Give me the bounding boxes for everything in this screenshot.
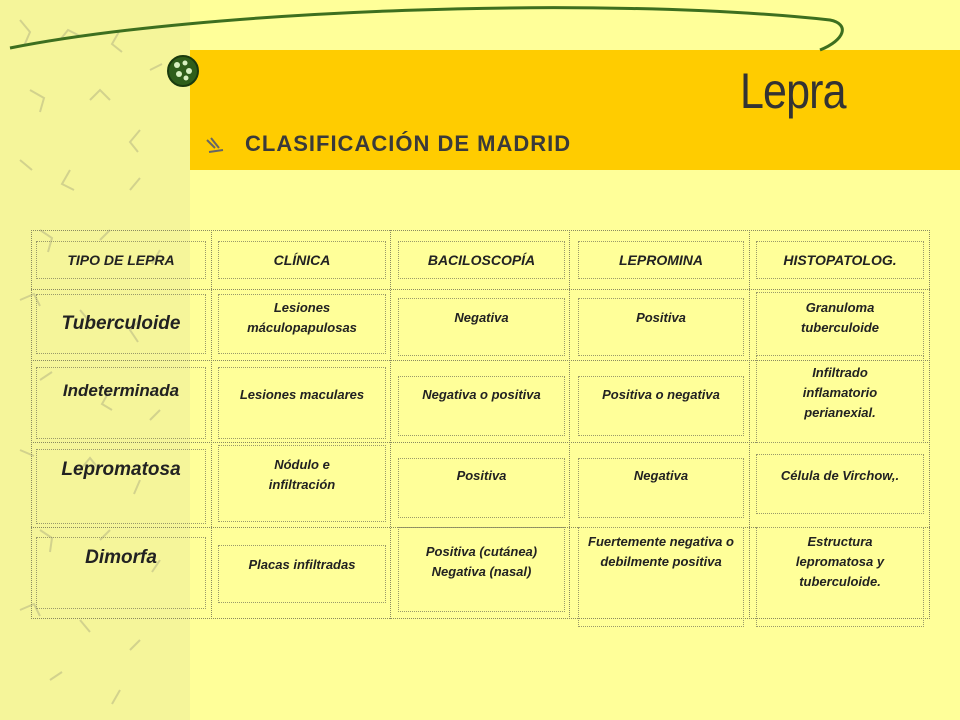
row2-lepromina: Positiva o negativa [602,387,720,402]
row1-histo: Granuloma tuberculoide [800,300,879,335]
row2-baciloscopia: Negativa o positiva [422,387,541,402]
header-lepromina: LEPROMINA [619,252,703,268]
subtitle: CLASIFICACIÓN DE MADRID [245,131,572,156]
row4-histo: Estructura lepromatosa y tuberculoide. [795,534,885,589]
header-clinica: CLÍNICA [273,252,331,268]
row1-baciloscopia: Negativa [454,310,509,325]
row2-histo: Infiltrado inflamatorio perianexial. [802,365,878,420]
row-type-lepromatosa: Lepromatosa [61,459,181,480]
header-tipo: TIPO DE LEPRA [67,252,175,268]
row3-lepromina: Negativa [633,468,689,483]
bullet-icon [205,136,229,156]
row4-clinica: Placas infiltradas [248,557,356,572]
header-baciloscopia: BACILOSCOPÍA [427,252,536,268]
row3-histo: Célula de Virchow,. [780,468,900,483]
row-type-indeterminada: Indeterminada [62,381,180,400]
row3-clinica: Nódulo e infiltración [268,457,336,492]
row2-clinica: Lesiones maculares [239,387,365,402]
row1-lepromina: Positiva [636,310,686,325]
decorative-orb-icon [165,53,201,89]
row4-baciloscopia: Positiva (cutánea) Negativa (nasal) [425,544,538,579]
header-histopatologia: HISTOPATOLOG. [783,252,897,268]
row1-clinica: Lesiones máculopapulosas [247,300,357,335]
page-title: Lepra [740,63,846,119]
row-type-tuberculoide: Tuberculoide [61,313,181,334]
row3-baciloscopia: Positiva [456,468,507,483]
row4-lepromina: Fuertemente negativa o debilmente positiva [588,534,734,569]
row-type-dimorfa: Dimorfa [85,547,157,568]
